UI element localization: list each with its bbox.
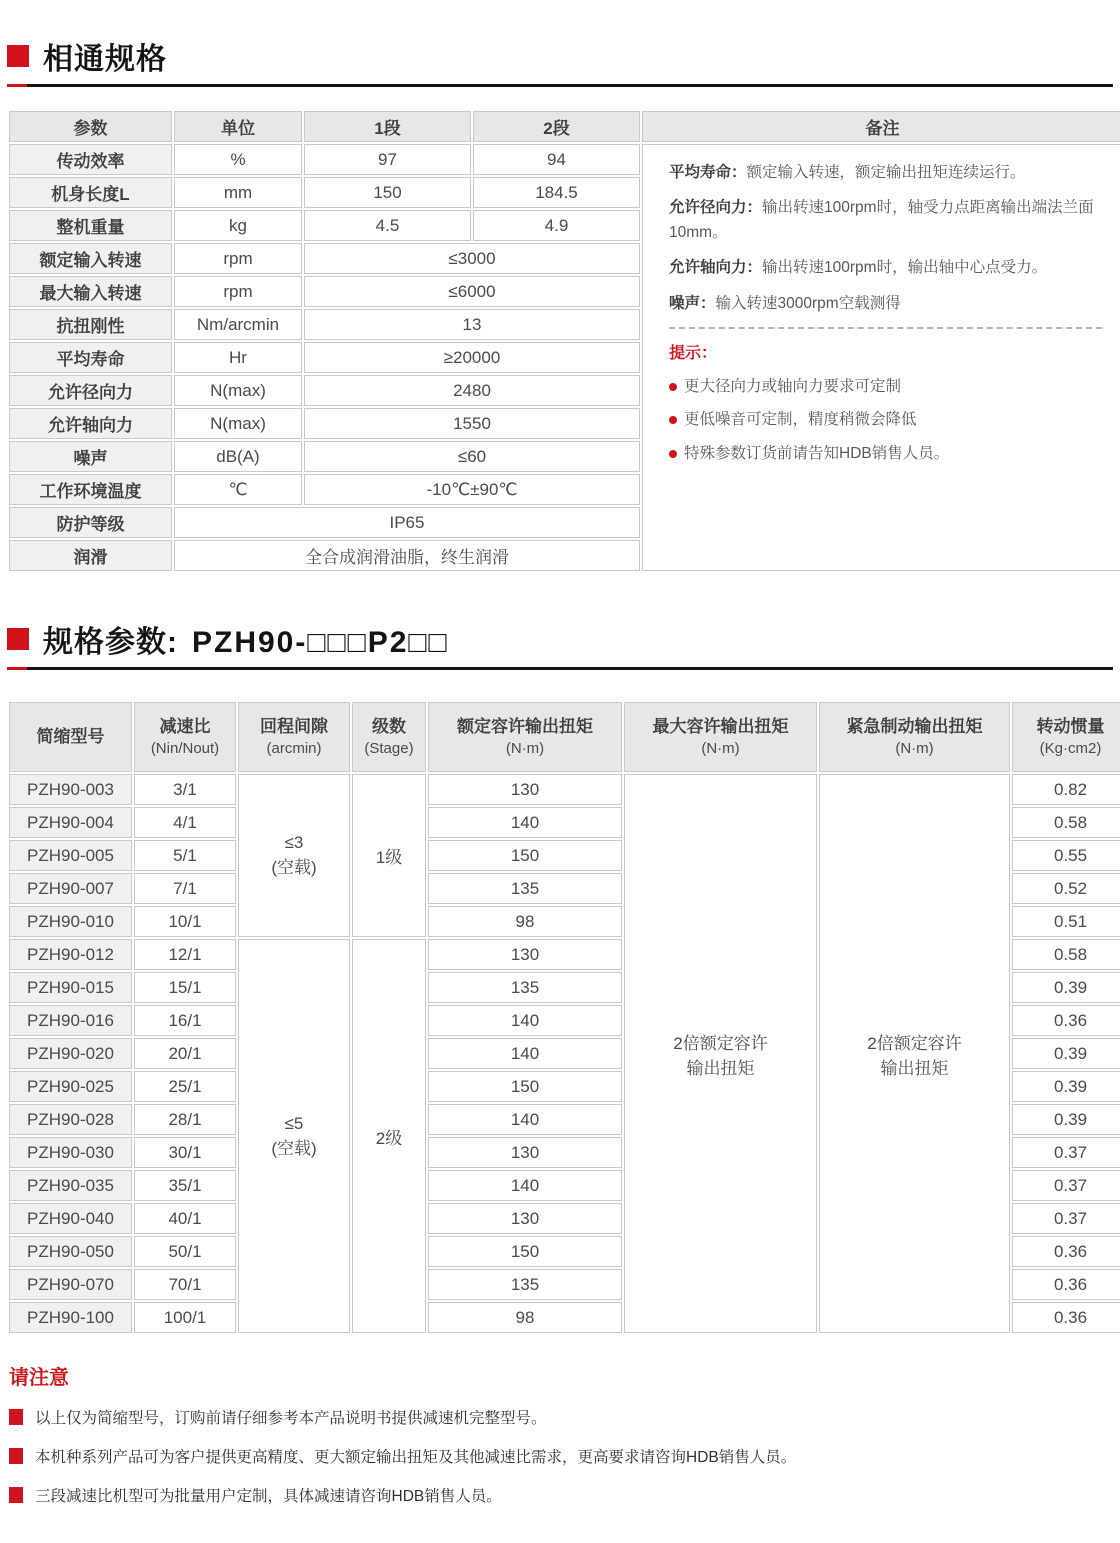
rated-torque-cell: 150 <box>428 840 622 871</box>
param-cell: 允许径向力 <box>9 375 172 406</box>
rated-torque-cell: 130 <box>428 774 622 805</box>
footer-title: 请注意 <box>9 1367 69 1389</box>
inertia-cell: 0.36 <box>1012 1005 1120 1036</box>
unit-cell: rpm <box>174 243 302 274</box>
inertia-cell: 0.82 <box>1012 774 1120 805</box>
rated-torque-cell: 140 <box>428 1170 622 1201</box>
stage-cell: 2级 <box>352 939 426 1333</box>
ratio-cell: 25/1 <box>134 1071 236 1102</box>
model-cell: PZH90-035 <box>9 1170 132 1201</box>
inertia-cell: 0.37 <box>1012 1137 1120 1168</box>
model-cell: PZH90-016 <box>9 1005 132 1036</box>
remark-paragraph: 噪声：输入转速3000rpm空载测得 <box>669 294 901 312</box>
value-cell: 1550 <box>304 408 640 439</box>
remark-cell <box>642 144 1120 571</box>
ratio-cell: 70/1 <box>134 1269 236 1300</box>
unit-cell: Nm/arcmin <box>174 309 302 340</box>
ratio-cell: 12/1 <box>134 939 236 970</box>
value-cell: ≤60 <box>304 441 640 472</box>
section-common-header <box>7 34 1113 78</box>
model-spec-header-row <box>9 702 1120 772</box>
inertia-cell: 0.39 <box>1012 972 1120 1003</box>
ratio-cell: 35/1 <box>134 1170 236 1201</box>
unit-cell: ℃ <box>174 474 302 505</box>
inertia-cell: 0.39 <box>1012 1038 1120 1069</box>
remark-label: 平均寿命： <box>669 164 747 181</box>
backlash-cell: ≤5 (空载) <box>238 939 350 1333</box>
column-header: 转动惯量 (Kg·cm2) <box>1012 702 1120 772</box>
inertia-cell: 0.51 <box>1012 906 1120 937</box>
model-spec-table <box>7 700 1120 1335</box>
param-cell: 额定输入转速 <box>9 243 172 274</box>
model-code: PZH90-□□□P2□□ <box>192 626 449 659</box>
remark-paragraph: 允许轴向力：输出转速100rpm时，输出轴中心点受力。 <box>669 259 1048 277</box>
model-row <box>9 774 1120 805</box>
column-header: 备注 <box>642 111 1120 142</box>
footer-notes <box>7 1361 1113 1506</box>
inertia-cell: 0.36 <box>1012 1269 1120 1300</box>
footer-note-text: 三段减速比机型可为批量用户定制，具体减速请咨询HDB销售人员。 <box>35 1488 502 1505</box>
remark-label: 允许轴向力： <box>669 259 763 277</box>
dashed-divider <box>669 327 1102 329</box>
inertia-cell: 0.58 <box>1012 807 1120 838</box>
param-cell: 允许轴向力 <box>9 408 172 439</box>
unit-cell: kg <box>174 210 302 241</box>
footer-note-text: 以上仅为简缩型号，订购前请仔细参考本产品说明书提供减速机完整型号。 <box>35 1410 547 1427</box>
param-cell: 传动效率 <box>9 144 172 175</box>
inertia-cell: 0.36 <box>1012 1302 1120 1333</box>
ratio-cell: 100/1 <box>134 1302 236 1333</box>
value-cell: -10℃±90℃ <box>304 474 640 505</box>
ratio-cell: 28/1 <box>134 1104 236 1135</box>
model-cell: PZH90-050 <box>9 1236 132 1267</box>
param-cell: 润滑 <box>9 540 172 571</box>
param-cell: 机身长度L <box>9 177 172 208</box>
model-cell: PZH90-004 <box>9 807 132 838</box>
ratio-cell: 15/1 <box>134 972 236 1003</box>
param-cell: 工作环境温度 <box>9 474 172 505</box>
column-header: 参数 <box>9 111 172 142</box>
rated-torque-cell: 150 <box>428 1236 622 1267</box>
model-cell: PZH90-010 <box>9 906 132 937</box>
model-cell: PZH90-028 <box>9 1104 132 1135</box>
rated-torque-cell: 140 <box>428 807 622 838</box>
common-spec-header-row <box>9 111 1120 142</box>
bullet-dot-icon <box>669 450 677 458</box>
unit-cell: Hr <box>174 342 302 373</box>
ratio-cell: 4/1 <box>134 807 236 838</box>
value-cell: 150 <box>304 177 471 208</box>
model-cell: PZH90-070 <box>9 1269 132 1300</box>
value-cell: ≤3000 <box>304 243 640 274</box>
column-header: 最大容许输出扭矩 (N·m) <box>624 702 817 772</box>
column-header: 单位 <box>174 111 302 142</box>
section-models-title <box>43 617 449 661</box>
tip-text: 更低噪音可定制，精度稍微会降低 <box>684 411 917 429</box>
unit-cell: N(max) <box>174 375 302 406</box>
rated-torque-cell: 130 <box>428 939 622 970</box>
footer-note <box>9 1406 1113 1428</box>
model-cell: PZH90-005 <box>9 840 132 871</box>
column-header: 2段 <box>473 111 640 142</box>
column-header: 减速比 (Nin/Nout) <box>134 702 236 772</box>
footer-note-text: 本机种系列产品可为客户提供更高精度、更大额定输出扭矩及其他减速比需求，更高要求请咨询HDB销售人员。 <box>35 1449 797 1466</box>
inertia-cell: 0.58 <box>1012 939 1120 970</box>
ratio-cell: 5/1 <box>134 840 236 871</box>
inertia-cell: 0.37 <box>1012 1203 1120 1234</box>
inertia-cell: 0.36 <box>1012 1236 1120 1267</box>
param-cell: 防护等级 <box>9 507 172 538</box>
model-cell: PZH90-003 <box>9 774 132 805</box>
value-cell: 184.5 <box>473 177 640 208</box>
inertia-cell: 0.39 <box>1012 1104 1120 1135</box>
remark-paragraph: 平均寿命：额定输入转速，额定输出扭矩连续运行。 <box>669 164 1026 181</box>
unit-cell: rpm <box>174 276 302 307</box>
unit-cell: % <box>174 144 302 175</box>
rated-torque-cell: 130 <box>428 1203 622 1234</box>
value-cell: 97 <box>304 144 471 175</box>
red-square-icon <box>7 45 29 67</box>
unit-cell: N(max) <box>174 408 302 439</box>
ratio-cell: 10/1 <box>134 906 236 937</box>
model-cell: PZH90-030 <box>9 1137 132 1168</box>
stage-cell: 1级 <box>352 774 426 937</box>
value-cell: ≤6000 <box>304 276 640 307</box>
column-header: 紧急制动输出扭矩 (N·m) <box>819 702 1010 772</box>
model-cell: PZH90-040 <box>9 1203 132 1234</box>
footer-note <box>9 1445 1113 1467</box>
inertia-cell: 0.55 <box>1012 840 1120 871</box>
footer-note <box>9 1484 1113 1506</box>
section-common-rule <box>7 84 1113 87</box>
model-cell: PZH90-007 <box>9 873 132 904</box>
max-torque-cell: 2倍额定容许 输出扭矩 <box>624 774 817 1333</box>
value-cell: IP65 <box>174 507 640 538</box>
ratio-cell: 16/1 <box>134 1005 236 1036</box>
column-header: 级数 (Stage) <box>352 702 426 772</box>
model-cell: PZH90-100 <box>9 1302 132 1333</box>
remark-label: 噪声： <box>669 294 716 312</box>
rated-torque-cell: 150 <box>428 1071 622 1102</box>
inertia-cell: 0.37 <box>1012 1170 1120 1201</box>
ratio-cell: 50/1 <box>134 1236 236 1267</box>
column-header: 1段 <box>304 111 471 142</box>
section-models-header <box>7 617 1113 661</box>
column-header: 额定容许输出扭矩 (N·m) <box>428 702 622 772</box>
rated-torque-cell: 135 <box>428 1269 622 1300</box>
value-cell: 2480 <box>304 375 640 406</box>
column-header: 简缩型号 <box>9 702 132 772</box>
section-models-label: 规格参数: <box>43 626 178 659</box>
rated-torque-cell: 140 <box>428 1038 622 1069</box>
param-cell: 平均寿命 <box>9 342 172 373</box>
section-models-rule <box>7 667 1113 670</box>
common-spec-table <box>7 109 1120 573</box>
value-cell: 13 <box>304 309 640 340</box>
param-cell: 抗扭刚性 <box>9 309 172 340</box>
param-cell: 噪声 <box>9 441 172 472</box>
red-square-icon <box>9 1409 23 1425</box>
footer-note-list <box>9 1406 1113 1506</box>
value-cell: 全合成润滑油脂，终生润滑 <box>174 540 640 571</box>
tip-item <box>669 442 1102 466</box>
rated-torque-cell: 98 <box>428 906 622 937</box>
ratio-cell: 40/1 <box>134 1203 236 1234</box>
ratio-cell: 7/1 <box>134 873 236 904</box>
value-cell: 4.5 <box>304 210 471 241</box>
red-square-icon <box>9 1448 23 1464</box>
bullet-dot-icon <box>669 416 677 424</box>
section-common-title: 相通规格 <box>43 43 167 76</box>
tips-title: 提示： <box>669 345 718 363</box>
remark-paragraph: 允许径向力：输出转速100rpm时，轴受力点距离输出端法兰面10mm。 <box>669 199 1094 241</box>
tip-text: 更大径向力或轴向力要求可定制 <box>684 377 902 395</box>
rated-torque-cell: 98 <box>428 1302 622 1333</box>
rated-torque-cell: 140 <box>428 1104 622 1135</box>
unit-cell: mm <box>174 177 302 208</box>
rated-torque-cell: 135 <box>428 873 622 904</box>
param-cell: 最大输入转速 <box>9 276 172 307</box>
rated-torque-cell: 135 <box>428 972 622 1003</box>
value-cell: 94 <box>473 144 640 175</box>
model-cell: PZH90-020 <box>9 1038 132 1069</box>
tip-item <box>669 375 1102 399</box>
brake-torque-cell: 2倍额定容许 输出扭矩 <box>819 774 1010 1333</box>
remark-label: 允许径向力： <box>669 199 763 217</box>
ratio-cell: 20/1 <box>134 1038 236 1069</box>
red-square-icon <box>7 628 29 650</box>
inertia-cell: 0.39 <box>1012 1071 1120 1102</box>
model-cell: PZH90-015 <box>9 972 132 1003</box>
rated-torque-cell: 130 <box>428 1137 622 1168</box>
model-cell: PZH90-012 <box>9 939 132 970</box>
column-header: 回程间隙 (arcmin) <box>238 702 350 772</box>
tip-text: 特殊参数订货前请告知HDB销售人员。 <box>684 444 950 462</box>
value-cell: 4.9 <box>473 210 640 241</box>
rated-torque-cell: 140 <box>428 1005 622 1036</box>
inertia-cell: 0.52 <box>1012 873 1120 904</box>
bullet-dot-icon <box>669 383 677 391</box>
ratio-cell: 3/1 <box>134 774 236 805</box>
ratio-cell: 30/1 <box>134 1137 236 1168</box>
unit-cell: dB(A) <box>174 441 302 472</box>
model-cell: PZH90-025 <box>9 1071 132 1102</box>
param-cell: 整机重量 <box>9 210 172 241</box>
backlash-cell: ≤3 (空载) <box>238 774 350 937</box>
red-square-icon <box>9 1487 23 1503</box>
value-cell: ≥20000 <box>304 342 640 373</box>
spec-row <box>9 144 1120 175</box>
tip-item <box>669 408 1102 432</box>
